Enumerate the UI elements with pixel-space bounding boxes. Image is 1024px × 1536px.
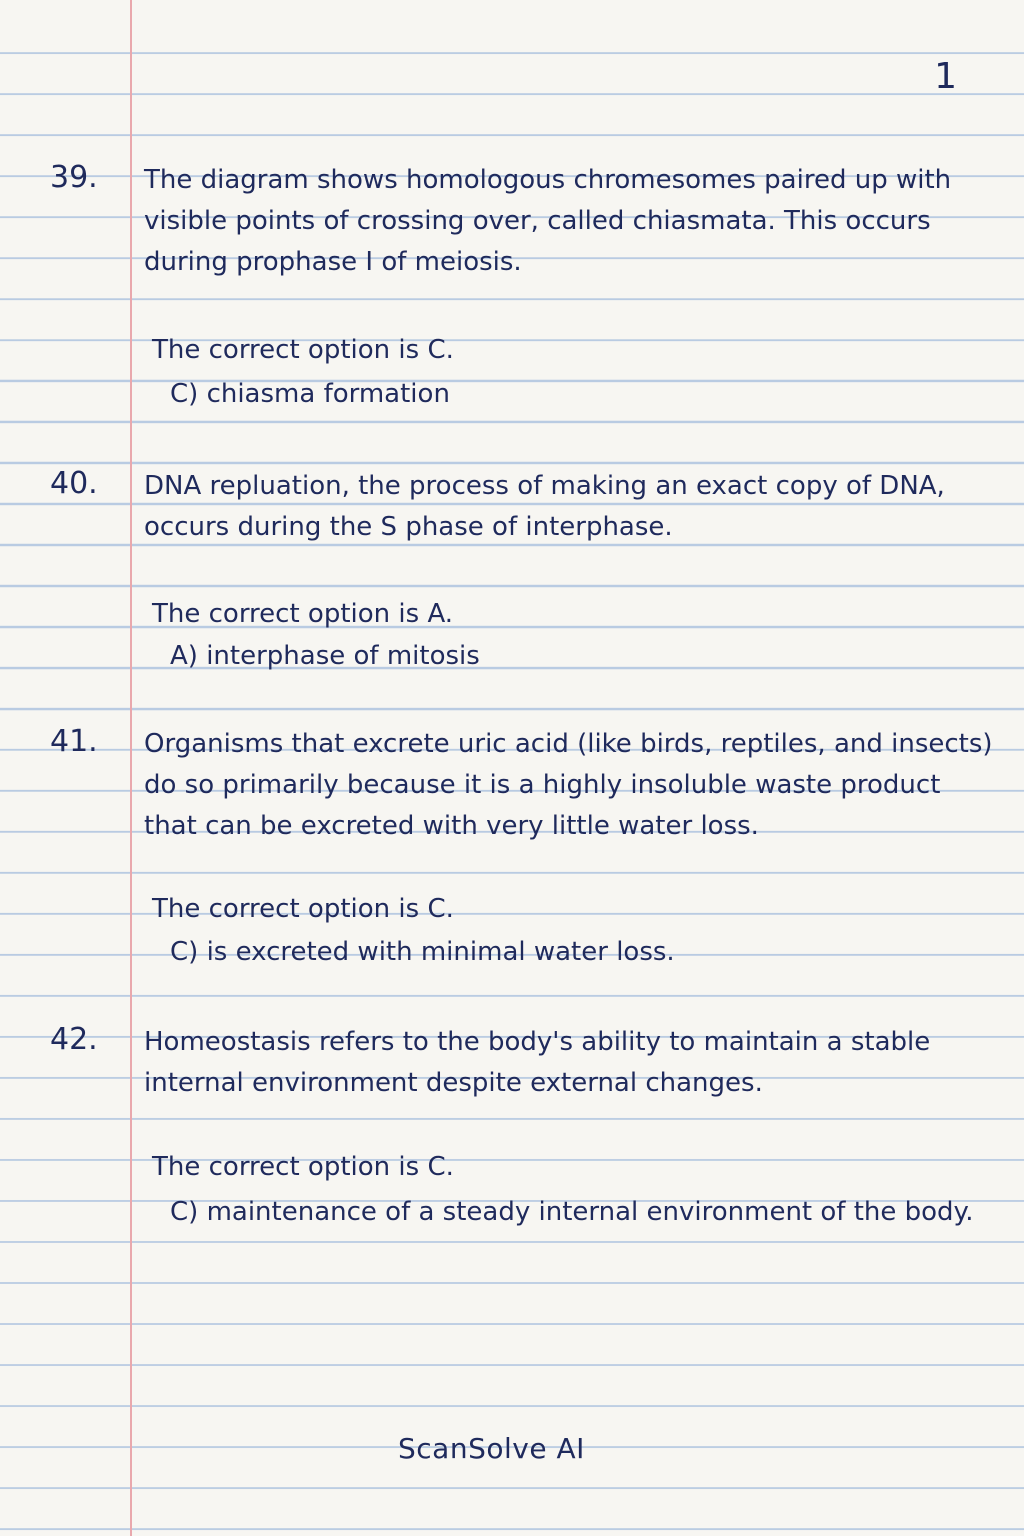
question-line: that can be excreted with very little water loss. [144, 811, 759, 841]
question-line: Organisms that excrete uric acid (like birds, reptiles, and insects) [144, 729, 993, 759]
question-text-42 [144, 1022, 974, 1104]
answer-choice-39: C) chiasma formation [170, 379, 450, 409]
answer-statement-42: The correct option is C. [152, 1152, 454, 1182]
answer-statement-39: The correct option is C. [152, 335, 454, 365]
question-line: do so primarily because it is a highly insoluble waste product [144, 770, 941, 800]
question-line: internal environment despite external changes. [144, 1068, 763, 1098]
question-line: occurs during the S phase of interphase. [144, 512, 673, 542]
question-line: DNA repluation, the process of making an exact copy of DNA, [144, 471, 945, 501]
margin-line [130, 0, 132, 1536]
brand-footer: ScanSolve AI [398, 1432, 585, 1465]
question-number-42: 42. [50, 1022, 98, 1057]
question-line: visible points of crossing over, called chiasmata. This occurs [144, 206, 931, 236]
question-line: The diagram shows homologous chromesomes paired up with [144, 165, 952, 195]
answer-statement-41: The correct option is C. [152, 894, 454, 924]
question-number-41: 41. [50, 724, 98, 759]
question-number-39: 39. [50, 160, 98, 195]
question-line: Homeostasis refers to the body's ability to maintain a stable [144, 1027, 931, 1057]
answer-choice-42: C) maintenance of a steady internal environment of the body. [170, 1197, 974, 1227]
page-number: 1 [934, 56, 958, 97]
question-text-40 [144, 466, 974, 548]
answer-choice-40: A) interphase of mitosis [170, 641, 480, 671]
answer-statement-40: The correct option is A. [152, 599, 454, 629]
question-number-40: 40. [50, 466, 98, 501]
answer-choice-41: C) is excreted with minimal water loss. [170, 937, 675, 967]
question-text-41 [144, 724, 993, 847]
question-text-39 [144, 160, 974, 283]
question-line: during prophase I of meiosis. [144, 247, 522, 277]
